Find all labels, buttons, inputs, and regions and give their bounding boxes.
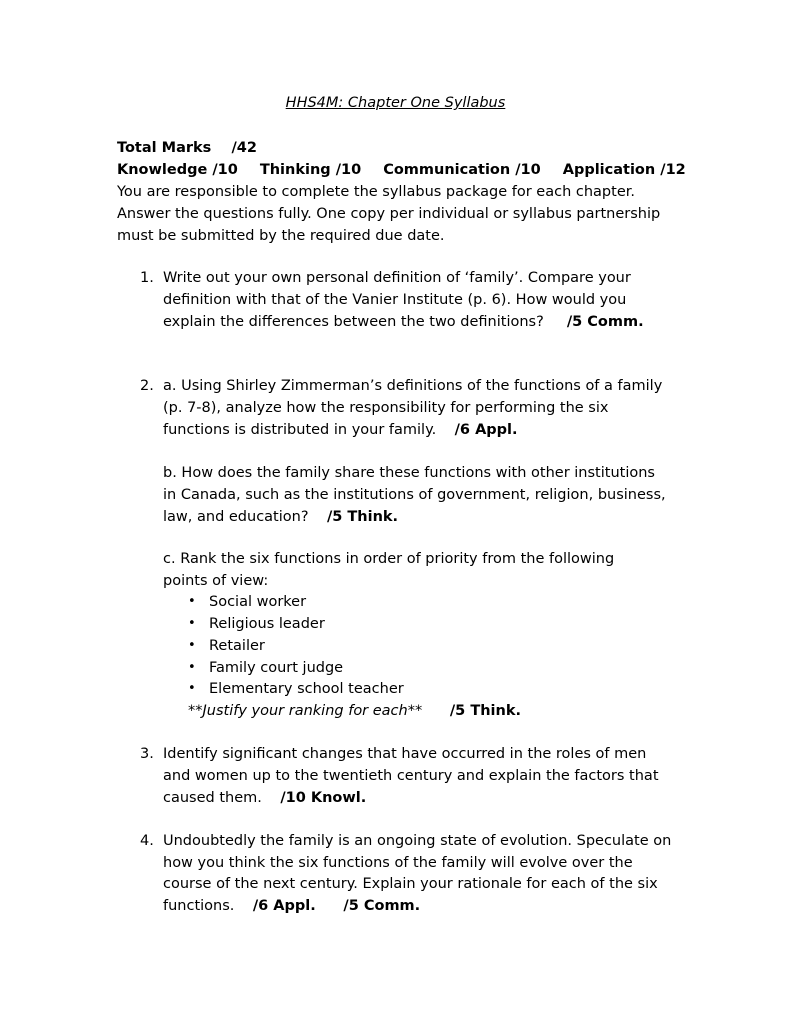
application-marks: Application /12 [562,162,686,178]
total-marks-label: Total Marks [117,140,212,156]
question-number: 4. [140,833,154,849]
mark-categories-line [117,159,686,181]
mark-value: /6 Appl. [454,422,518,438]
mark-value: /10 Knowl. [280,790,367,806]
thinking-marks: Thinking /10 [259,162,362,178]
mark-value: /5 Think. [326,509,399,525]
question-text-line: functions is distributed in your family. /6 Appl. [163,422,518,438]
bullet-icon: • [188,660,196,675]
question-text-line: Identify significant changes that have occurred in the roles of men [163,746,647,762]
mark-value: /5 Think. [449,703,521,719]
total-marks-line [117,137,257,159]
question-text-line: Write out your own personal definition of ‘family’. Compare your [163,270,631,286]
question-text-line: and women up to the twentieth century and explain the factors that [163,768,659,784]
bullet-icon: • [188,616,196,631]
mark-value: /5 Comm. [566,314,644,330]
question-text-line: definition with that of the Vanier Institute (p. 6). How would you [163,292,627,308]
bullet-icon: • [188,638,196,653]
question-text-line: points of view: [163,573,269,589]
question-number: 3. [140,746,154,762]
question-text-line: law, and education? /5 Think. [163,509,399,525]
mark-value: /6 Appl. [252,898,316,914]
list-item: Religious leader [209,616,325,632]
list-item: Social worker [209,594,307,610]
list-item: Family court judge [209,660,344,676]
question-text-line: how you think the six functions of the family will evolve over the [163,855,633,871]
mark-value: /5 Comm. [343,898,421,914]
question-text-line: course of the next century. Explain your rationale for each of the six [163,876,658,892]
intro-line: must be submitted by the required due date. [117,228,445,244]
total-marks-value: /42 [231,140,257,156]
communication-marks: Communication /10 [383,162,541,178]
list-item: Elementary school teacher [209,681,404,697]
question-text-line: caused them. /10 Knowl. [163,790,367,806]
intro-line: Answer the questions fully. One copy per individual or syllabus partnership [117,206,661,222]
question-text-line: b. How does the family share these functions with other institutions [163,465,655,481]
question-text-line: c. Rank the six functions in order of priority from the following [163,551,615,567]
question-text-line: explain the differences between the two definitions? /5 Comm. [163,314,644,330]
question-text-line: functions. /6 Appl. /5 Comm. [163,898,421,914]
list-item: Retailer [209,638,265,654]
question-text-line: Undoubtedly the family is an ongoing state of evolution. Speculate on [163,833,672,849]
question-text-line: a. Using Shirley Zimmerman’s definitions of the functions of a family [163,378,663,394]
bullet-icon: • [188,681,196,696]
question-number: 1. [140,270,154,286]
justify-line [188,700,521,722]
knowledge-marks: Knowledge /10 [117,162,238,178]
question-number: 2. [140,378,154,394]
page-title: HHS4M: Chapter One Syllabus [285,95,506,111]
intro-line: You are responsible to complete the syllabus package for each chapter. [117,184,635,200]
bullet-icon: • [188,594,196,609]
question-text-line: in Canada, such as the institutions of government, religion, business, [163,487,666,503]
question-text-line: (p. 7-8), analyze how the responsibility for performing the six [163,400,609,416]
justify-instruction: **Justify your ranking for each** [188,703,423,719]
